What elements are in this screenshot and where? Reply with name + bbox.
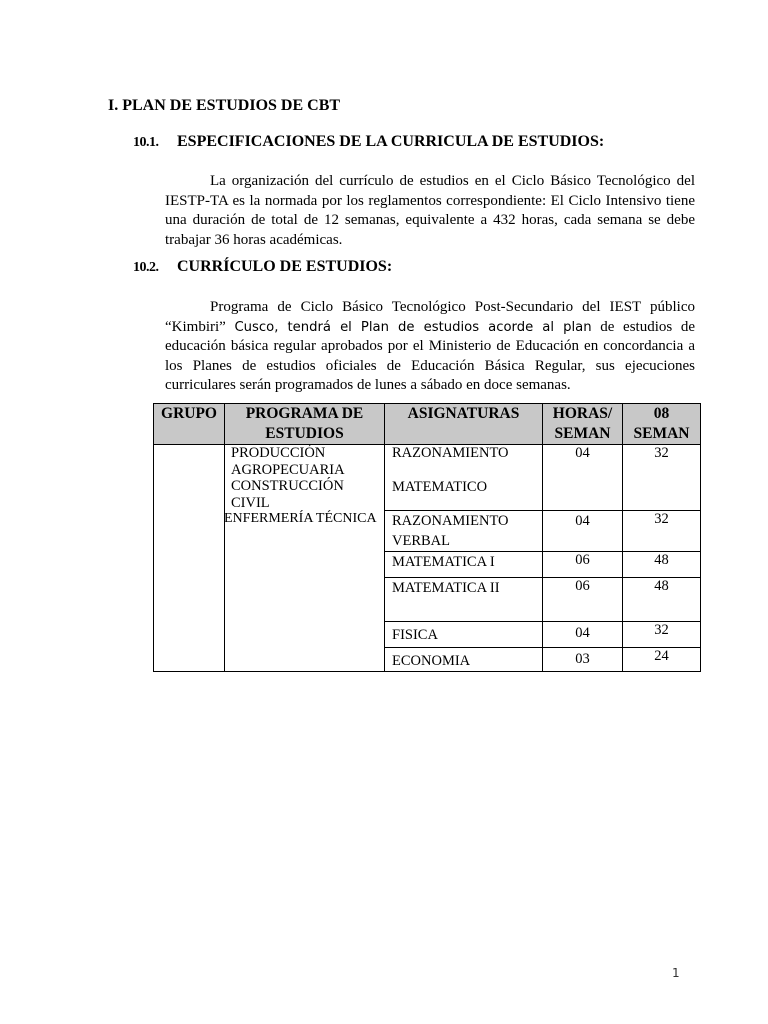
section-title: I. PLAN DE ESTUDIOS DE CBT bbox=[108, 97, 341, 114]
subsection-number: 10.1. bbox=[133, 135, 159, 150]
total-cell: 48 bbox=[623, 552, 701, 578]
table-header-row bbox=[154, 404, 701, 445]
header-total: 08 SEMAN bbox=[623, 404, 701, 445]
paragraph-text: La organización del currículo de estudios en el Ciclo Básico Tecnológico del IESTP-TA es la normada por los reglamentos correspondiente: El Ciclo Intensivo tiene una duración de total de 12 semanas, equivalente a 432 horas, cada semana se debe trabajar 36 horas académicas. bbox=[165, 173, 695, 248]
horas-cell: 04 bbox=[543, 511, 623, 552]
total-cell: 32 bbox=[623, 511, 701, 552]
programa-item: CONSTRUCCIÓN bbox=[231, 478, 344, 494]
programa-cell bbox=[225, 445, 385, 672]
horas-cell: 03 bbox=[543, 648, 623, 672]
programa-item: AGROPECUARIA bbox=[231, 461, 345, 478]
asignatura-cell: RAZONAMIENTO MATEMATICO bbox=[385, 445, 543, 511]
subsection-heading-10-1 bbox=[133, 133, 604, 151]
header-programa: PROGRAMA DE ESTUDIOS bbox=[225, 404, 385, 445]
subsection-title: ESPECIFICACIONES DE LA CURRICULA DE ESTUDIOS: bbox=[177, 133, 605, 150]
paragraph-curriculo bbox=[165, 298, 695, 396]
asignatura-cell: MATEMATICA II bbox=[385, 578, 543, 622]
header-asignaturas: ASIGNATURAS bbox=[385, 404, 543, 445]
paragraph-curricula-spec bbox=[165, 172, 695, 250]
horas-cell: 04 bbox=[543, 445, 623, 511]
subsection-heading-10-2 bbox=[133, 258, 392, 276]
paragraph-text-c: de estudios de educación básica regular aprobados por el Ministerio de Educación en concordancia a los Planes de estudios oficiales de Educación Básica Regular, sus ejecuciones curriculares serán programados de lunes a sábado en doce semanas. bbox=[165, 318, 695, 393]
paragraph-text-b: Cusco, tendrá el Plan de estudios acorde al plan bbox=[234, 319, 592, 335]
subsection-title: CURRÍCULO DE ESTUDIOS: bbox=[177, 258, 393, 275]
total-cell: 24 bbox=[623, 648, 701, 672]
asignatura-cell: MATEMATICA I bbox=[385, 552, 543, 578]
paragraph-text-a: Programa de Ciclo Básico Tecnológico Post-Secundario del IEST público “Kimbiri” bbox=[165, 299, 695, 335]
horas-cell: 06 bbox=[543, 578, 623, 622]
curriculum-table bbox=[153, 403, 701, 672]
asignatura-cell: RAZONAMIENTO VERBAL bbox=[385, 511, 543, 552]
horas-cell: 04 bbox=[543, 622, 623, 648]
total-cell: 32 bbox=[623, 622, 701, 648]
asignatura-cell: FISICA bbox=[385, 622, 543, 648]
programa-item: CIVIL bbox=[231, 494, 270, 511]
header-grupo: GRUPO bbox=[154, 404, 225, 445]
page-number: 1 bbox=[672, 966, 680, 980]
programa-item: PRODUCCIÓN bbox=[231, 445, 326, 461]
horas-cell: 06 bbox=[543, 552, 623, 578]
subsection-number: 10.2. bbox=[133, 260, 159, 275]
asignatura-cell: ECONOMIA bbox=[385, 648, 543, 672]
programa-item: ENFERMERÍA TÉCNICA bbox=[224, 511, 377, 526]
total-cell: 48 bbox=[623, 578, 701, 622]
grupo-cell bbox=[154, 445, 225, 672]
total-cell: 32 bbox=[623, 445, 701, 511]
table-row bbox=[154, 445, 701, 511]
header-horas: HORAS/ SEMAN bbox=[543, 404, 623, 445]
